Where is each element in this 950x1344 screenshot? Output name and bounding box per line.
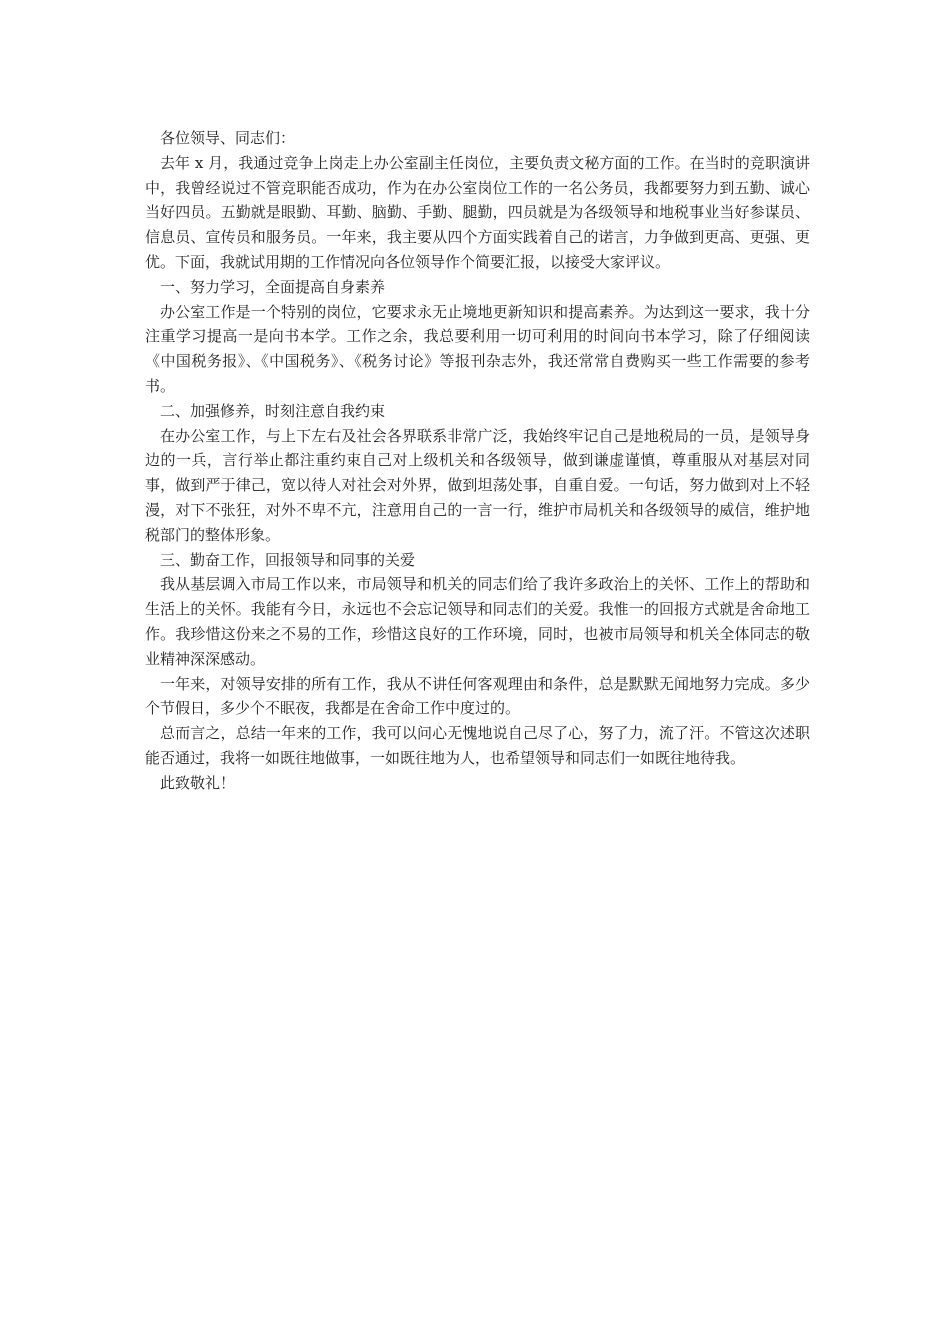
section-2-paragraph: 在办公室工作，与上下左右及社会各界联系非常广泛，我始终牢记自己是地税局的一员，是领导身边的一兵，言行举止都注重约束自己对上级机关和各级领导，做到谦虚谨慎，尊重服从对基层对同事，做到严于律己，宽以待人对社会对外界，做到坦荡处事，自重自爱。一句话，努力做到对上不轻漫，对下不张狂，对外不卑不亢，注意用自己的一言一行，维护市局机关和各级领导的威信，维护地税部门的整体形象。 — [145, 426, 810, 544]
section-1-paragraph: 办公室工作是一个特别的岗位，它要求永无止境地更新知识和提高素养。为达到这一要求，我十分注重学习提高一是向书本学。工作之余，我总要利用一切可利用的时间向书本学习，除了仔细阅读《中国税务报》、《中国税务》、《税务讨论》等报刊杂志外，我还常常自费购买一些工作需要的参考书。 — [145, 302, 810, 395]
section-2-heading: 二、加强修养，时刻注意自我约束 — [160, 401, 386, 420]
conclusion-paragraph: 总而言之，总结一年来的工作，我可以问心无愧地说自己尽了心，努了力，流了汗。不管这次述职能否通过，我将一如既往地做事，一如既往地为人，也希望领导和同志们一如既往地待我。 — [145, 724, 810, 767]
work-paragraph: 一年来，对领导安排的所有工作，我从不讲任何客观理由和条件，总是默默无闻地努力完成。多少个节假日，多少个不眠夜，我都是在舍命工作中度过的。 — [145, 674, 810, 718]
salutation: 各位领导、同志们： — [160, 129, 296, 147]
intro-paragraph: 去年 x 月，我通过竞争上岗走上办公室副主任岗位，主要负责文秘方面的工作。在当时的竞职演讲中，我曾经说过不管竞职能否成功，作为在办公室岗位工作的一名公务员，我都要努力到五勤、诚心当好四员。五勤就是眼勤、耳勤、脑勤、手勤、腿勤，四员就是为各级领导和地税事业当好参谋员、信息员、宣传员和服务员。一年来，我主要从四个方面实践着自己的诺言，力争做到更高、更强、更优。下面，我就试用期的工作情况向各位领导作个简要汇报，以接受大家评议。 — [145, 153, 810, 271]
section-3-paragraph: 我从基层调入市局工作以来，市局领导和机关的同志们给了我许多政治上的关怀、工作上的帮助和生活上的关怀。我能有今日，永远也不会忘记领导和同志们的关爱。我惟一的回报方式就是舍命地工作。我珍惜这份来之不易的工作，珍惜这良好的工作环境，同时，也被市局领导和机关全体同志的敬业精神深深感动。 — [145, 575, 810, 668]
section-1-heading: 一、努力学习，全面提高自身素养 — [160, 277, 386, 296]
closing-line: 此致敬礼！ — [160, 773, 236, 792]
section-3-heading: 三、勤奋工作，回报领导和同事的关爱 — [160, 550, 416, 569]
document-body — [145, 126, 810, 796]
